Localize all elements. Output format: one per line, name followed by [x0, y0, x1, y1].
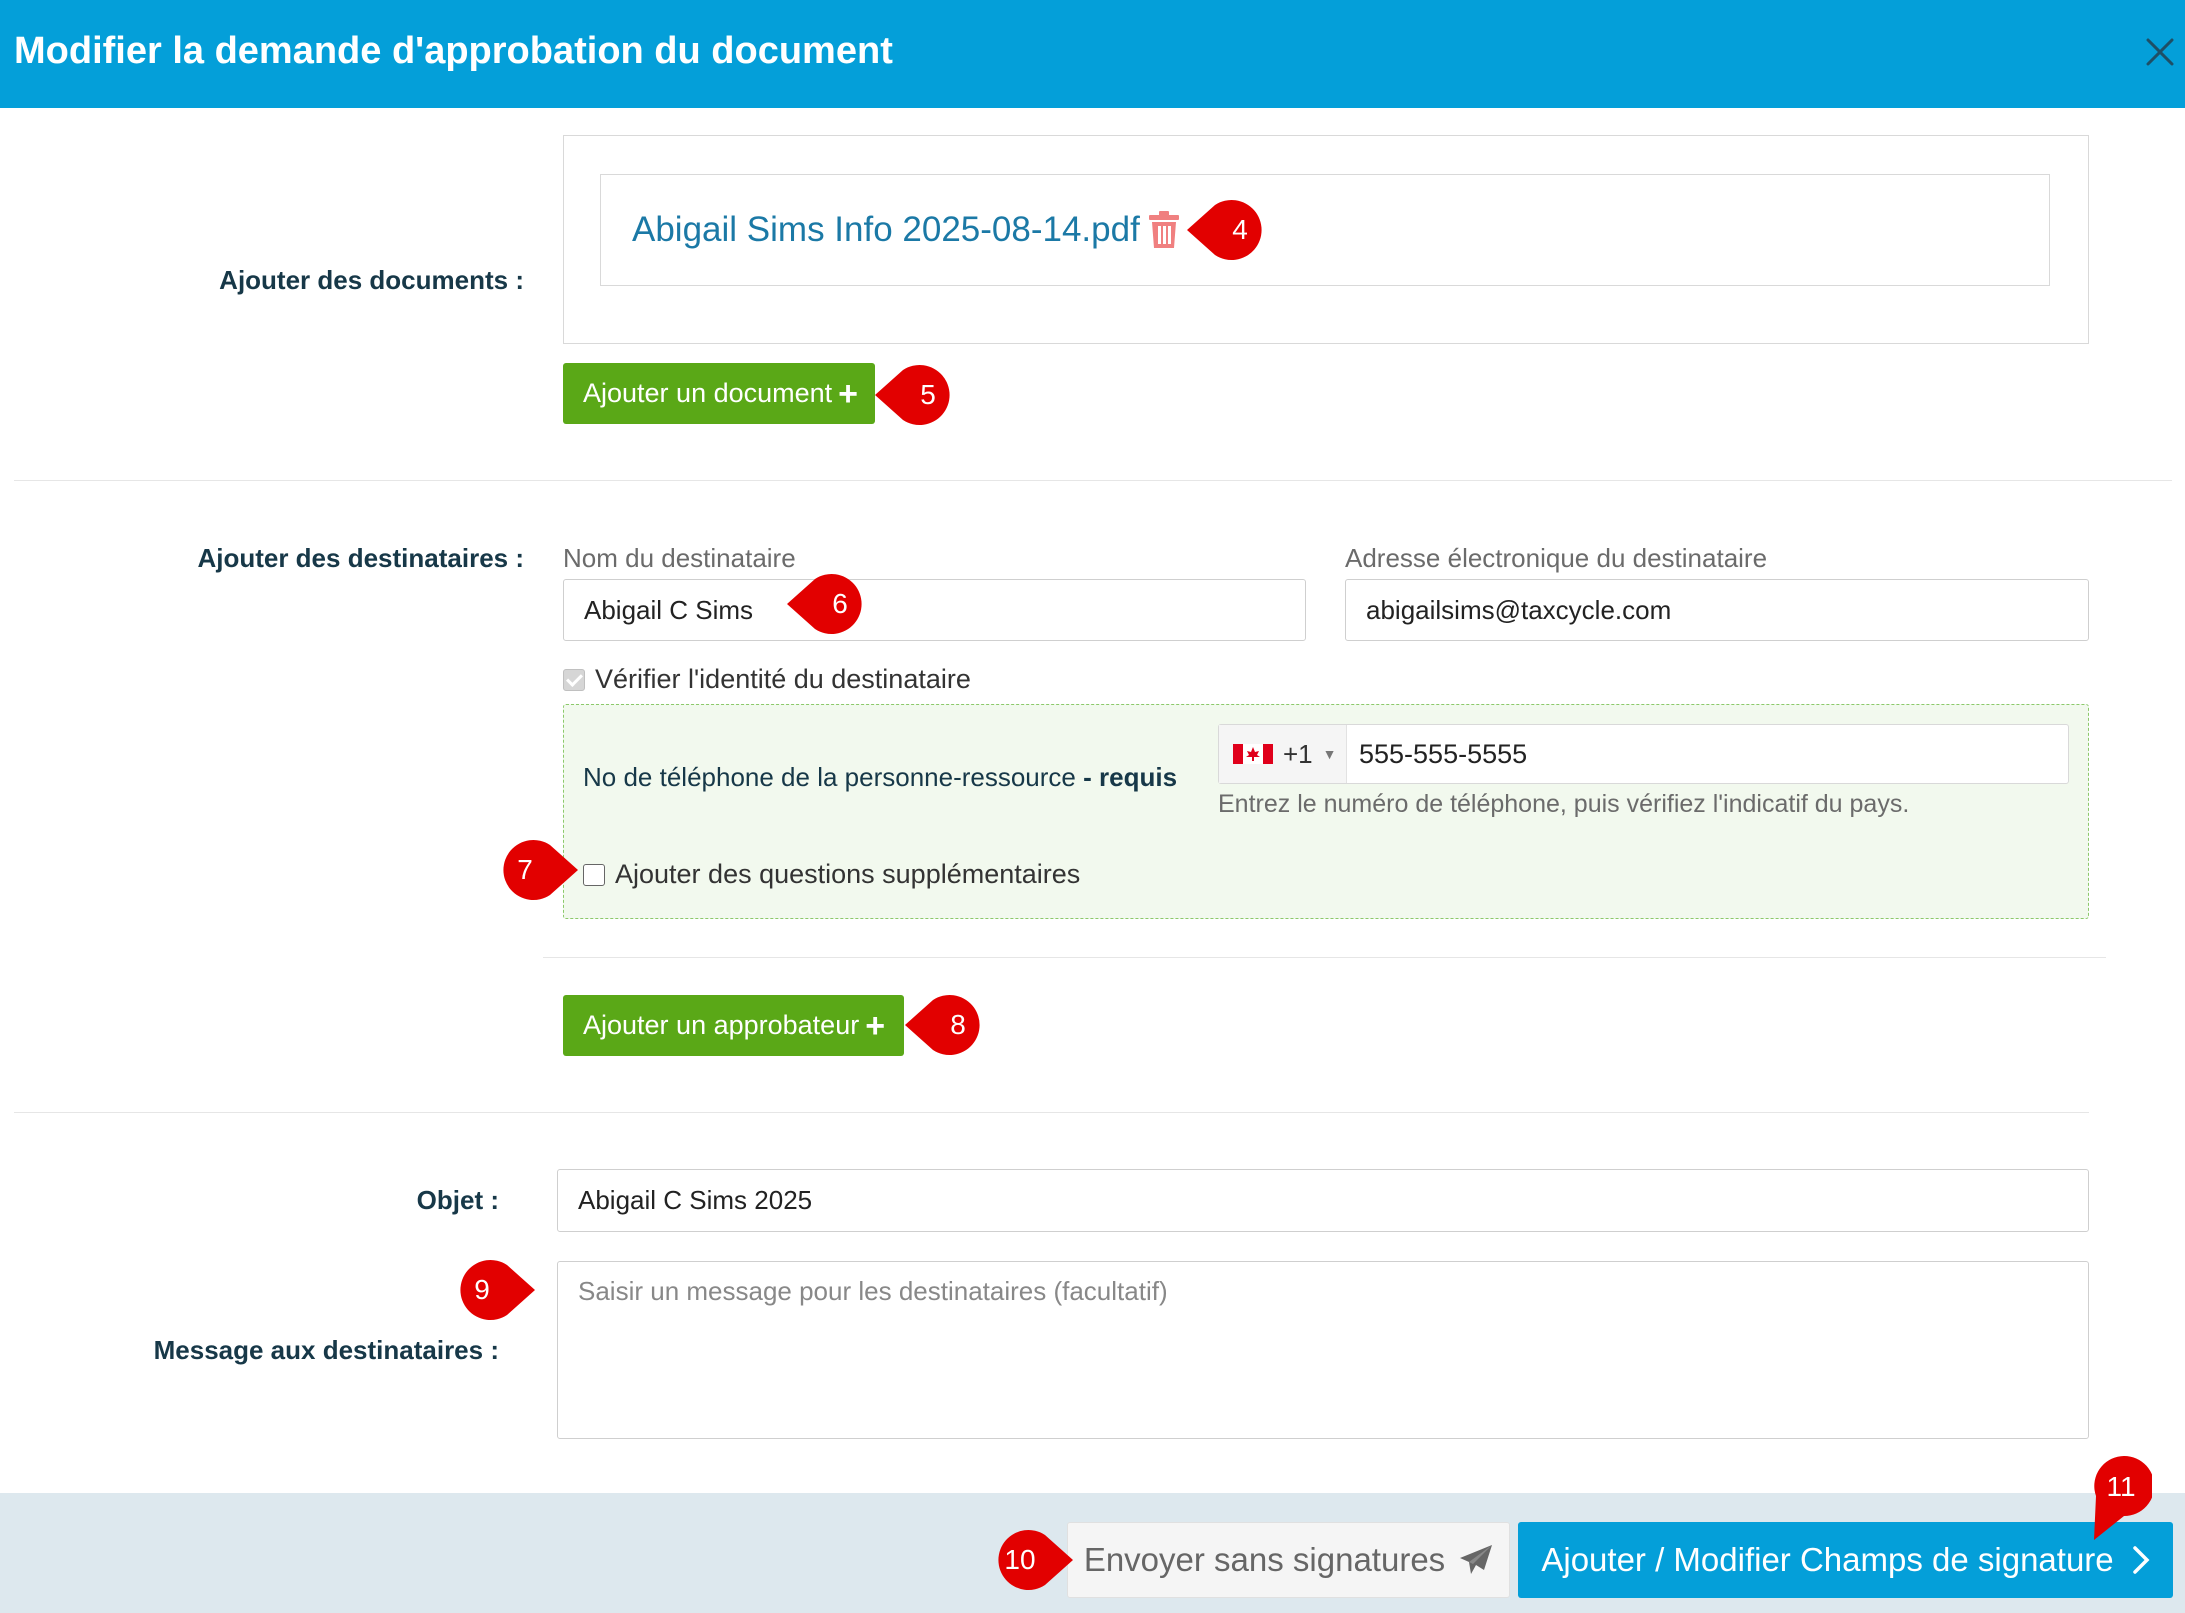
documents-label: Ajouter des documents : [219, 265, 524, 295]
add-document-label: Ajouter un document [583, 378, 833, 408]
phone-number-input[interactable]: 555-555-5555 [1359, 738, 1528, 769]
subject-input[interactable]: Abigail C Sims 2025 [557, 1169, 2089, 1232]
recipient-name-input[interactable]: Abigail C Sims [563, 579, 1306, 641]
extra-questions-checkbox[interactable] [583, 864, 605, 886]
callout-badge-10: 10 [989, 1529, 1075, 1591]
chevron-right-icon [2132, 1545, 2150, 1575]
verify-identity-checkbox[interactable] [563, 669, 585, 691]
add-modify-signature-fields-label: Ajouter / Modifier Champs de signature [1541, 1541, 2114, 1578]
recipient-email-input[interactable]: abigailsims@taxcycle.com [1345, 579, 2089, 641]
callout-badge-9: 9 [451, 1259, 537, 1321]
recipient-email-label: Adresse électronique du destinataire [1345, 543, 1768, 573]
verify-identity-row[interactable] [563, 664, 971, 695]
phone-required-label: - requis [1083, 762, 1178, 792]
modal-header [0, 0, 2185, 108]
close-icon[interactable] [2142, 34, 2178, 70]
message-textarea[interactable]: Saisir un message pour les destinataires (facultatif) [557, 1261, 2089, 1439]
callout-badge-7: 7 [494, 839, 580, 901]
recipient-divider [543, 957, 2106, 958]
message-label: Message aux destinataires : [153, 1335, 499, 1365]
add-approver-button[interactable] [563, 995, 904, 1056]
phone-input-group [1218, 724, 2069, 784]
recipient-name-label: Nom du destinataire [563, 543, 796, 573]
plus-icon: + [865, 1006, 886, 1045]
phone-label-text: No de téléphone de la personne-ressource [583, 762, 1076, 792]
phone-label [583, 762, 1177, 793]
phone-help-text: Entrez le numéro de téléphone, puis vérifiez l'indicatif du pays. [1218, 790, 1910, 818]
callout-badge-6: 6 [785, 573, 871, 635]
recipients-label: Ajouter des destinataires : [197, 543, 524, 573]
callout-badge-8: 8 [903, 994, 989, 1056]
document-link[interactable]: Abigail Sims Info 2025-08-14.pdf [632, 210, 1140, 249]
callout-badge-5: 5 [873, 364, 959, 426]
extra-questions-row[interactable] [583, 859, 1080, 890]
country-code-select[interactable] [1219, 725, 1347, 783]
send-without-signatures-button[interactable] [1067, 1522, 1510, 1598]
callout-badge-4: 4 [1185, 199, 1271, 261]
section-divider [14, 480, 2172, 481]
send-without-signatures-label: Envoyer sans signatures [1083, 1541, 1446, 1578]
add-modify-signature-fields-button[interactable] [1518, 1522, 2173, 1598]
trash-icon[interactable] [1148, 211, 1180, 249]
subject-label: Objet : [416, 1185, 499, 1215]
caret-down-icon: ▼ [1322, 746, 1337, 762]
add-approver-label: Ajouter un approbateur [583, 1010, 860, 1040]
modal-title: Modifier la demande d'approbation du document [14, 30, 893, 72]
callout-badge-11: 11 [2090, 1456, 2152, 1542]
add-document-button[interactable] [563, 363, 875, 424]
extra-questions-label: Ajouter des questions supplémentaires [615, 859, 1081, 889]
plus-icon: + [838, 374, 859, 413]
country-code: +1 [1283, 738, 1313, 769]
section-divider [14, 1112, 2089, 1113]
verify-identity-label: Vérifier l'identité du destinataire [595, 664, 971, 694]
paper-plane-icon [1459, 1544, 1493, 1576]
canada-flag-icon [1233, 744, 1273, 764]
